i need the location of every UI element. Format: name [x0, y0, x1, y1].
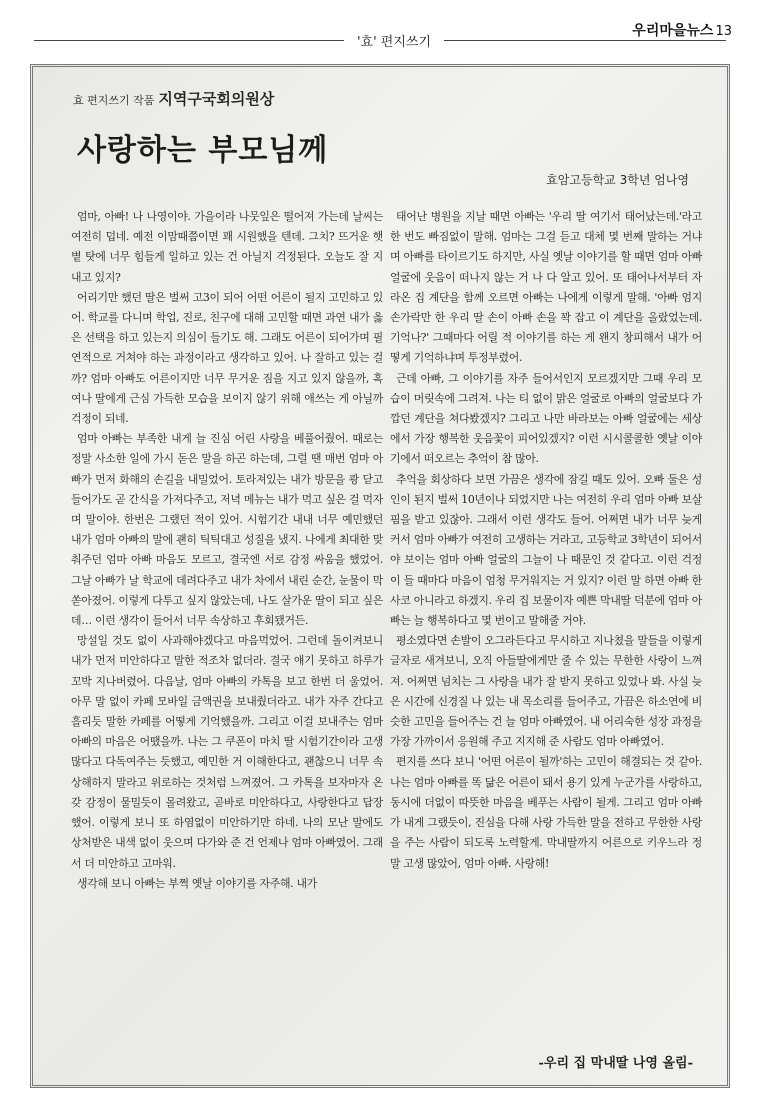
section-title: '효' 편지쓰기 [356, 35, 432, 50]
article-title: 사랑하는 부모님께 [77, 133, 329, 168]
paragraph: 근데 아빠, 그 이야기를 자주 들어서인지 모르겠지만 그때 우리 모습이 머릿속에 그려져. 나는 티 없이 맑은 얼굴로 아빠의 얼굴보다 가깝던 계단을 쳐다봤겠지? 그리고 나만 바라보는 아빠 얼굴에는 세상에서 가장 행복한 웃음꽃이 피어있겠지? 이런 시시콜콜한 옛날 이야기에서 떠오르는 추억이 참 많아. [390, 371, 702, 466]
award-prefix: 효 편지쓰기 작품 [73, 94, 155, 107]
award-line [73, 88, 274, 109]
left-column [71, 207, 383, 894]
masthead-name: 우리마을뉴스 [632, 23, 714, 39]
page-number: 13 [715, 24, 732, 39]
masthead [607, 20, 732, 40]
award-name: 지역구국회의원상 [158, 90, 275, 108]
paragraph: 엄마 아빠는 부족한 내게 늘 진심 어린 사랑을 베풀어줬어. 때로는 정말 사소한 일에 가시 돋은 말을 하곤 하는데, 그럴 땐 매번 엄마 아빠가 먼저 화해의 손길을 내밀었어. 토라져있는 내가 방문을 쾅 닫고 들어가도 곧 간식을 가져다주고, 저녁 메뉴는 내가 먹고 싶은 걸 먹자며 말이야. 한번은 그랬던 적이 있어. 시험기간 내내 너무 예민했던 내가 엄마 아빠의 말에 괜히 틱틱대고 성질을 냈지. 나에게 최대한 맞춰주던 엄마 아빠 마음도 모르고, 결국엔 서로 감정 싸움을 했었어. 그날 아빠가 날 학교에 데려다주고 내가 차에서 내린 순간, 눈물이 막 쏟아졌어. 이렇게 다투고 싶지 않았는데, 나도 살가운 딸이 되고 싶은데… 이런 생각이 들어서 너무 속상하고 후회됐거든. [71, 432, 383, 628]
right-column [390, 207, 702, 874]
signature: -우리 집 막내딸 나영 올림- [538, 1056, 693, 1071]
paragraph: 편지를 쓰다 보니 '어떤 어른이 될까'하는 고민이 해결되는 것 같아. 나는 엄마 아빠를 똑 닮은 어른이 돼서 용기 있게 누군가를 사랑하고, 동시에 더없이 따뜻한 마음을 베푸는 사람이 될게. 그리고 엄마 아빠가 내게 그랬듯이, 진심을 다해 사랑 가득한 말을 전하고 무한한 사랑을 주는 사람이 되도록 노력할게. 막내딸까지 어른으로 키우느라 정말 고생 많았어, 엄마 아빠. 사랑해! [390, 755, 702, 870]
byline: 효암고등학교 3학년 엄나영 [546, 173, 689, 187]
article-frame [30, 64, 730, 1088]
paragraph: 추억을 회상하다 보면 가끔은 생각에 잠길 때도 있어. 오빠 둘은 성인이 된지 벌써 10년이나 되었지만 나는 여전히 우리 엄마 아빠 보살핌을 받고 있잖아. 그래서 이런 생각도 들어. 어쩌면 내가 너무 늦게 커서 엄마 아빠가 여전히 고생하는 거라고, 고등학교 3학년이 되어서야 보이는 엄마 아빠 얼굴의 그늘이 나 때문인 것 같다고. 이런 걱정이 들 때마다 마음이 엄청 무거워지는 거 있지? 이런 말 하면 아빠 한사코 아니라고 하겠지. 우리 집 보물이자 예쁜 막내딸 덕분에 엄마 아빠는 늘 행복하다고 몇 번이고 말해줄 거야. [390, 472, 702, 628]
paragraph: 망설일 것도 없이 사과해야겠다고 마음먹었어. 그런데 돌이켜보니 내가 먼저 미안하다고 말한 적조차 없더라. 결국 얘기 못하고 하루가 꼬박 지나버렸어. 다음날, 엄마 아빠의 카톡을 보고 한번 더 울었어. 아무 말 없이 카페 모바일 금액권을 보내줬더라고. 내가 자주 간다고 흘리듯 말한 카페를 어떻게 기억했을까. 그리고 이걸 보내주는 엄마 아빠의 마음은 어땠을까. 나는 그 쿠폰이 마치 딸 시험기간이라 고생 많다고 다독여주는 듯했고, 예민한 거 이해한다고, 괜찮으니 너무 속상해하지 말라고 위로하는 것처럼 느껴졌어. 그 카톡을 보자마자 온갖 감정이 물밀듯이 몰려왔고, 곧바로 미안하다고, 사랑한다고 답장했어. 이렇게 보니 또 하염없이 미안하기만 하네. 나의 모난 말에도 상처받은 내색 없이 웃으며 다가와 준 건 언제나 엄마 아빠였어. 그래서 더 미안하고 고마워. [71, 634, 383, 870]
header-rule-right [444, 40, 726, 41]
paragraph: 어리기만 했던 딸은 벌써 고3이 되어 어떤 어른이 될지 고민하고 있어. 학교를 다니며 학업, 진로, 친구에 대해 고민할 때면 과연 내가 옳은 선택을 하고 있는지 의심이 들기도 해. 그래도 어른이 되어가며 필연적으로 거쳐야 하는 과정이라고 생각하고 있어. 나 잘하고 있는 걸까? 엄마 아빠도 어른이지만 너무 무거운 짐을 지고 있지 않을까, 혹여나 딸에게 근심 가득한 모습을 보이지 않기 위해 애쓰는 게 아닐까 걱정이 되네. [71, 290, 383, 426]
paragraph: 엄마, 아빠! 나 나영이야. 가을이라 나뭇잎은 떨어져 가는데 날씨는 여전히 덥네. 예전 이맘때쯤이면 꽤 시원했을 텐데. 그치? 뜨거운 햇볕 탓에 너무 힘들게 일하고 있는 건 아닐지 걱정된다. 오늘도 잘 지내고 있지? [71, 210, 383, 284]
header-rule-left [34, 40, 344, 41]
paragraph: 평소였다면 손발이 오그라든다고 무시하고 지나쳤을 말들을 이렇게 글자로 새겨보니, 오직 아들딸에게만 줄 수 있는 무한한 사랑이 느껴져. 어쩌면 넘치는 그 사랑을 내가 잘 받지 못하고 있었나 봐. 사실 늦은 시간에 신경질 나 있는 내 목소리를 들어주고, 가끔은 하소연에 비슷한 고민을 들어주는 건 늘 엄마 아빠였어. 내 어리숙한 성장 과정을 가장 가까이서 응원해 주고 지지해 준 사람도 엄마 아빠였어. [390, 634, 702, 749]
paragraph: 생각해 보니 아빠는 부쩍 옛날 이야기를 자주해. 내가 [77, 876, 317, 890]
paragraph: 태어난 병원을 지날 때면 아빠는 '우리 딸 여기서 태어났는데.'라고 한 번도 빠짐없이 말해. 엄마는 그걸 듣고 대체 몇 번째 말하는 거냐며 아빠를 타이르기도 하지만, 사실 옛날 이야기를 할 때면 엄마 아빠 얼굴에 웃음이 떠나지 않는 거 나 다 알고 있어. 또 태어나서부터 자라온 집 계단을 함께 오르면 아빠는 나에게 이렇게 말해. '아빠 엄지손가락만 한 우리 딸 손이 아빠 손을 꽉 잡고 이 계단을 올랐었는데. 기억나?' 그때마다 어릴 적 이야기를 하는 게 왠지 창피해서 내가 어떻게 기억하냐며 투정부렸어. [390, 210, 702, 365]
